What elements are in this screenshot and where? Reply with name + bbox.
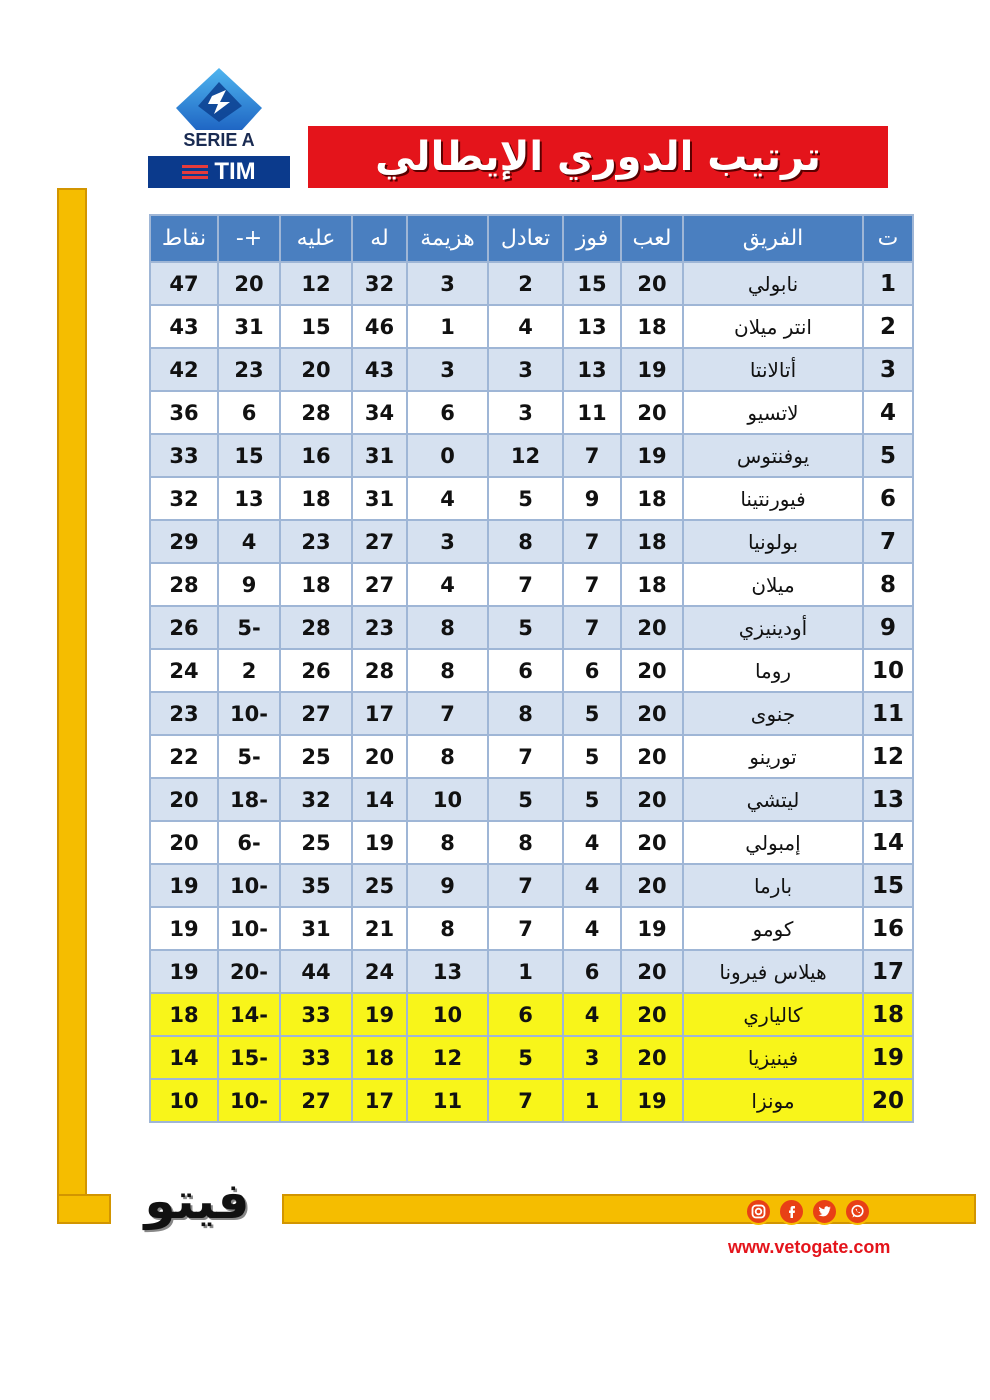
goal-difference-cell: 2 [218,649,280,692]
won-cell: 11 [563,391,621,434]
goals-against-cell: 33 [280,993,352,1036]
table-row [150,993,913,1036]
goal-difference-cell: -10 [218,1079,280,1122]
pos-cell: 4 [863,391,913,434]
won-cell: 1 [563,1079,621,1122]
team-cell: كومو [683,907,863,950]
pos-cell: 2 [863,305,913,348]
points-cell: 22 [150,735,218,778]
drawn-cell: 8 [488,821,563,864]
header-lost: هزيمة [407,215,488,262]
goal-difference-cell: 23 [218,348,280,391]
lost-cell: 3 [407,262,488,305]
instagram-icon[interactable] [745,1198,772,1225]
team-cell: فينيزيا [683,1036,863,1079]
team-cell: هيلاس فيرونا [683,950,863,993]
table-row [150,735,913,778]
header-played: لعب [621,215,683,262]
goals-for-cell: 23 [352,606,407,649]
points-cell: 23 [150,692,218,735]
drawn-cell: 8 [488,520,563,563]
table-row [150,1036,913,1079]
played-cell: 20 [621,950,683,993]
pos-cell: 9 [863,606,913,649]
goals-against-cell: 16 [280,434,352,477]
header-points: نقاط [150,215,218,262]
points-cell: 19 [150,907,218,950]
lost-cell: 4 [407,477,488,520]
title-banner [308,126,888,188]
goals-against-cell: 28 [280,391,352,434]
played-cell: 18 [621,563,683,606]
won-cell: 15 [563,262,621,305]
veto-brand-text: فيتو [144,1172,250,1230]
drawn-cell: 1 [488,950,563,993]
team-cell: بولونيا [683,520,863,563]
won-cell: 7 [563,434,621,477]
tim-label: TIM [214,158,256,185]
goals-for-cell: 20 [352,735,407,778]
goals-for-cell: 19 [352,993,407,1036]
standings-table [149,214,914,1123]
won-cell: 6 [563,649,621,692]
pos-cell: 12 [863,735,913,778]
played-cell: 20 [621,993,683,1036]
goals-against-cell: 25 [280,821,352,864]
lost-cell: 8 [407,606,488,649]
goals-against-cell: 18 [280,563,352,606]
lost-cell: 0 [407,434,488,477]
goal-difference-cell: -10 [218,907,280,950]
team-cell: إمبولي [683,821,863,864]
goal-difference-cell: -14 [218,993,280,1036]
team-cell: كالياري [683,993,863,1036]
table-row [150,305,913,348]
table-row [150,477,913,520]
lost-cell: 8 [407,821,488,864]
twitter-icon[interactable] [811,1198,838,1225]
table-row [150,907,913,950]
team-cell: يوفنتوس [683,434,863,477]
goal-difference-cell: -18 [218,778,280,821]
header-drawn: تعادل [488,215,563,262]
pos-cell: 17 [863,950,913,993]
points-cell: 36 [150,391,218,434]
lost-cell: 13 [407,950,488,993]
goals-against-cell: 18 [280,477,352,520]
pos-cell: 3 [863,348,913,391]
veto-logo [128,1172,266,1242]
goal-difference-cell: -10 [218,692,280,735]
played-cell: 19 [621,907,683,950]
drawn-cell: 7 [488,563,563,606]
lost-cell: 3 [407,520,488,563]
lost-cell: 1 [407,305,488,348]
points-cell: 20 [150,778,218,821]
standings-body [150,262,913,1122]
website-link[interactable]: www.vetogate.com [728,1237,891,1257]
goals-for-cell: 32 [352,262,407,305]
played-cell: 18 [621,477,683,520]
table-row [150,391,913,434]
drawn-cell: 3 [488,348,563,391]
serie-a-wordmark: SERIE A [183,130,255,150]
points-cell: 14 [150,1036,218,1079]
goals-against-cell: 32 [280,778,352,821]
goal-difference-cell: -15 [218,1036,280,1079]
lost-cell: 8 [407,907,488,950]
goals-against-cell: 44 [280,950,352,993]
lost-cell: 11 [407,1079,488,1122]
points-cell: 32 [150,477,218,520]
lost-cell: 12 [407,1036,488,1079]
table-row [150,692,913,735]
table-row [150,520,913,563]
lost-cell: 3 [407,348,488,391]
played-cell: 20 [621,391,683,434]
table-row [150,348,913,391]
goals-against-cell: 20 [280,348,352,391]
lost-cell: 9 [407,864,488,907]
won-cell: 13 [563,348,621,391]
drawn-cell: 5 [488,1036,563,1079]
pos-cell: 13 [863,778,913,821]
goals-for-cell: 24 [352,950,407,993]
points-cell: 47 [150,262,218,305]
goals-for-cell: 27 [352,563,407,606]
goals-for-cell: 17 [352,692,407,735]
goal-difference-cell: 6 [218,391,280,434]
points-cell: 33 [150,434,218,477]
won-cell: 4 [563,993,621,1036]
drawn-cell: 3 [488,391,563,434]
goals-against-cell: 26 [280,649,352,692]
table-row [150,950,913,993]
goals-against-cell: 31 [280,907,352,950]
drawn-cell: 6 [488,649,563,692]
team-cell: بارما [683,864,863,907]
facebook-icon[interactable] [778,1198,805,1225]
pos-cell: 11 [863,692,913,735]
frame-bar-left [57,188,87,1222]
points-cell: 29 [150,520,218,563]
goal-difference-cell: 13 [218,477,280,520]
header-goals-against: عليه [280,215,352,262]
team-cell: لاتسيو [683,391,863,434]
played-cell: 19 [621,1079,683,1122]
goals-against-cell: 27 [280,692,352,735]
team-cell: تورينو [683,735,863,778]
goals-for-cell: 21 [352,907,407,950]
team-cell: أودينيزي [683,606,863,649]
team-cell: ليتشي [683,778,863,821]
points-cell: 18 [150,993,218,1036]
table-row [150,1079,913,1122]
goals-for-cell: 34 [352,391,407,434]
header-team: الفريق [683,215,863,262]
goals-for-cell: 46 [352,305,407,348]
goals-against-cell: 23 [280,520,352,563]
points-cell: 24 [150,649,218,692]
played-cell: 18 [621,305,683,348]
serie-a-logo [148,64,290,190]
goal-difference-cell: 9 [218,563,280,606]
table-header-row [150,215,913,262]
points-cell: 19 [150,950,218,993]
drawn-cell: 8 [488,692,563,735]
team-cell: فيورنتينا [683,477,863,520]
table-row [150,821,913,864]
drawn-cell: 7 [488,864,563,907]
goals-against-cell: 33 [280,1036,352,1079]
goals-against-cell: 28 [280,606,352,649]
points-cell: 26 [150,606,218,649]
goals-for-cell: 18 [352,1036,407,1079]
frame-bar-bottom-left [57,1194,111,1224]
won-cell: 7 [563,606,621,649]
team-cell: روما [683,649,863,692]
table-row [150,649,913,692]
pos-cell: 1 [863,262,913,305]
goals-for-cell: 19 [352,821,407,864]
drawn-cell: 2 [488,262,563,305]
won-cell: 5 [563,692,621,735]
goals-for-cell: 43 [352,348,407,391]
played-cell: 18 [621,520,683,563]
won-cell: 5 [563,778,621,821]
played-cell: 20 [621,735,683,778]
pos-cell: 20 [863,1079,913,1122]
team-cell: مونزا [683,1079,863,1122]
frame-bar-bottom-right [282,1194,976,1224]
pos-cell: 5 [863,434,913,477]
pos-cell: 18 [863,993,913,1036]
lost-cell: 8 [407,649,488,692]
pos-cell: 14 [863,821,913,864]
played-cell: 20 [621,864,683,907]
lost-cell: 10 [407,778,488,821]
goals-against-cell: 12 [280,262,352,305]
table-row [150,778,913,821]
goal-difference-cell: 20 [218,262,280,305]
pos-cell: 16 [863,907,913,950]
pos-cell: 6 [863,477,913,520]
whatsapp-icon[interactable] [844,1198,871,1225]
played-cell: 20 [621,1036,683,1079]
goal-difference-cell: 4 [218,520,280,563]
social-links [745,1198,871,1228]
goals-against-cell: 27 [280,1079,352,1122]
drawn-cell: 7 [488,907,563,950]
team-cell: ميلان [683,563,863,606]
goal-difference-cell: 31 [218,305,280,348]
drawn-cell: 7 [488,735,563,778]
points-cell: 20 [150,821,218,864]
tim-sponsor-bar [148,156,290,188]
lost-cell: 6 [407,391,488,434]
goals-against-cell: 35 [280,864,352,907]
goal-difference-cell: -10 [218,864,280,907]
pos-cell: 7 [863,520,913,563]
points-cell: 10 [150,1079,218,1122]
page-title: ترتيب الدوري الإيطالي [375,134,821,180]
goals-for-cell: 14 [352,778,407,821]
won-cell: 7 [563,563,621,606]
table-row [150,864,913,907]
drawn-cell: 6 [488,993,563,1036]
goals-for-cell: 28 [352,649,407,692]
table-row [150,262,913,305]
team-cell: انتر ميلان [683,305,863,348]
tim-icon [182,165,208,179]
table-row [150,563,913,606]
played-cell: 20 [621,606,683,649]
lost-cell: 10 [407,993,488,1036]
team-cell: جنوى [683,692,863,735]
goals-for-cell: 31 [352,434,407,477]
drawn-cell: 4 [488,305,563,348]
pos-cell: 19 [863,1036,913,1079]
header-pos: ت [863,215,913,262]
team-cell: نابولي [683,262,863,305]
drawn-cell: 5 [488,606,563,649]
serie-a-diamond-icon [176,68,262,130]
won-cell: 9 [563,477,621,520]
team-cell: أتالانتا [683,348,863,391]
goals-against-cell: 15 [280,305,352,348]
won-cell: 4 [563,821,621,864]
table-row [150,606,913,649]
lost-cell: 8 [407,735,488,778]
goal-difference-cell: -5 [218,735,280,778]
played-cell: 19 [621,434,683,477]
won-cell: 7 [563,520,621,563]
won-cell: 3 [563,1036,621,1079]
won-cell: 5 [563,735,621,778]
played-cell: 20 [621,262,683,305]
points-cell: 28 [150,563,218,606]
table-row [150,434,913,477]
goals-for-cell: 31 [352,477,407,520]
played-cell: 19 [621,348,683,391]
header-goals-for: له [352,215,407,262]
pos-cell: 15 [863,864,913,907]
header-goal-difference: +- [218,215,280,262]
header-won: فوز [563,215,621,262]
goals-against-cell: 25 [280,735,352,778]
lost-cell: 7 [407,692,488,735]
drawn-cell: 12 [488,434,563,477]
won-cell: 4 [563,907,621,950]
drawn-cell: 5 [488,477,563,520]
goals-for-cell: 17 [352,1079,407,1122]
goal-difference-cell: -20 [218,950,280,993]
won-cell: 4 [563,864,621,907]
points-cell: 19 [150,864,218,907]
drawn-cell: 5 [488,778,563,821]
played-cell: 20 [621,692,683,735]
pos-cell: 8 [863,563,913,606]
goal-difference-cell: 15 [218,434,280,477]
won-cell: 13 [563,305,621,348]
lost-cell: 4 [407,563,488,606]
played-cell: 20 [621,778,683,821]
goals-for-cell: 25 [352,864,407,907]
goal-difference-cell: -6 [218,821,280,864]
points-cell: 42 [150,348,218,391]
points-cell: 43 [150,305,218,348]
pos-cell: 10 [863,649,913,692]
played-cell: 20 [621,821,683,864]
goals-for-cell: 27 [352,520,407,563]
drawn-cell: 7 [488,1079,563,1122]
won-cell: 6 [563,950,621,993]
played-cell: 20 [621,649,683,692]
goal-difference-cell: -5 [218,606,280,649]
